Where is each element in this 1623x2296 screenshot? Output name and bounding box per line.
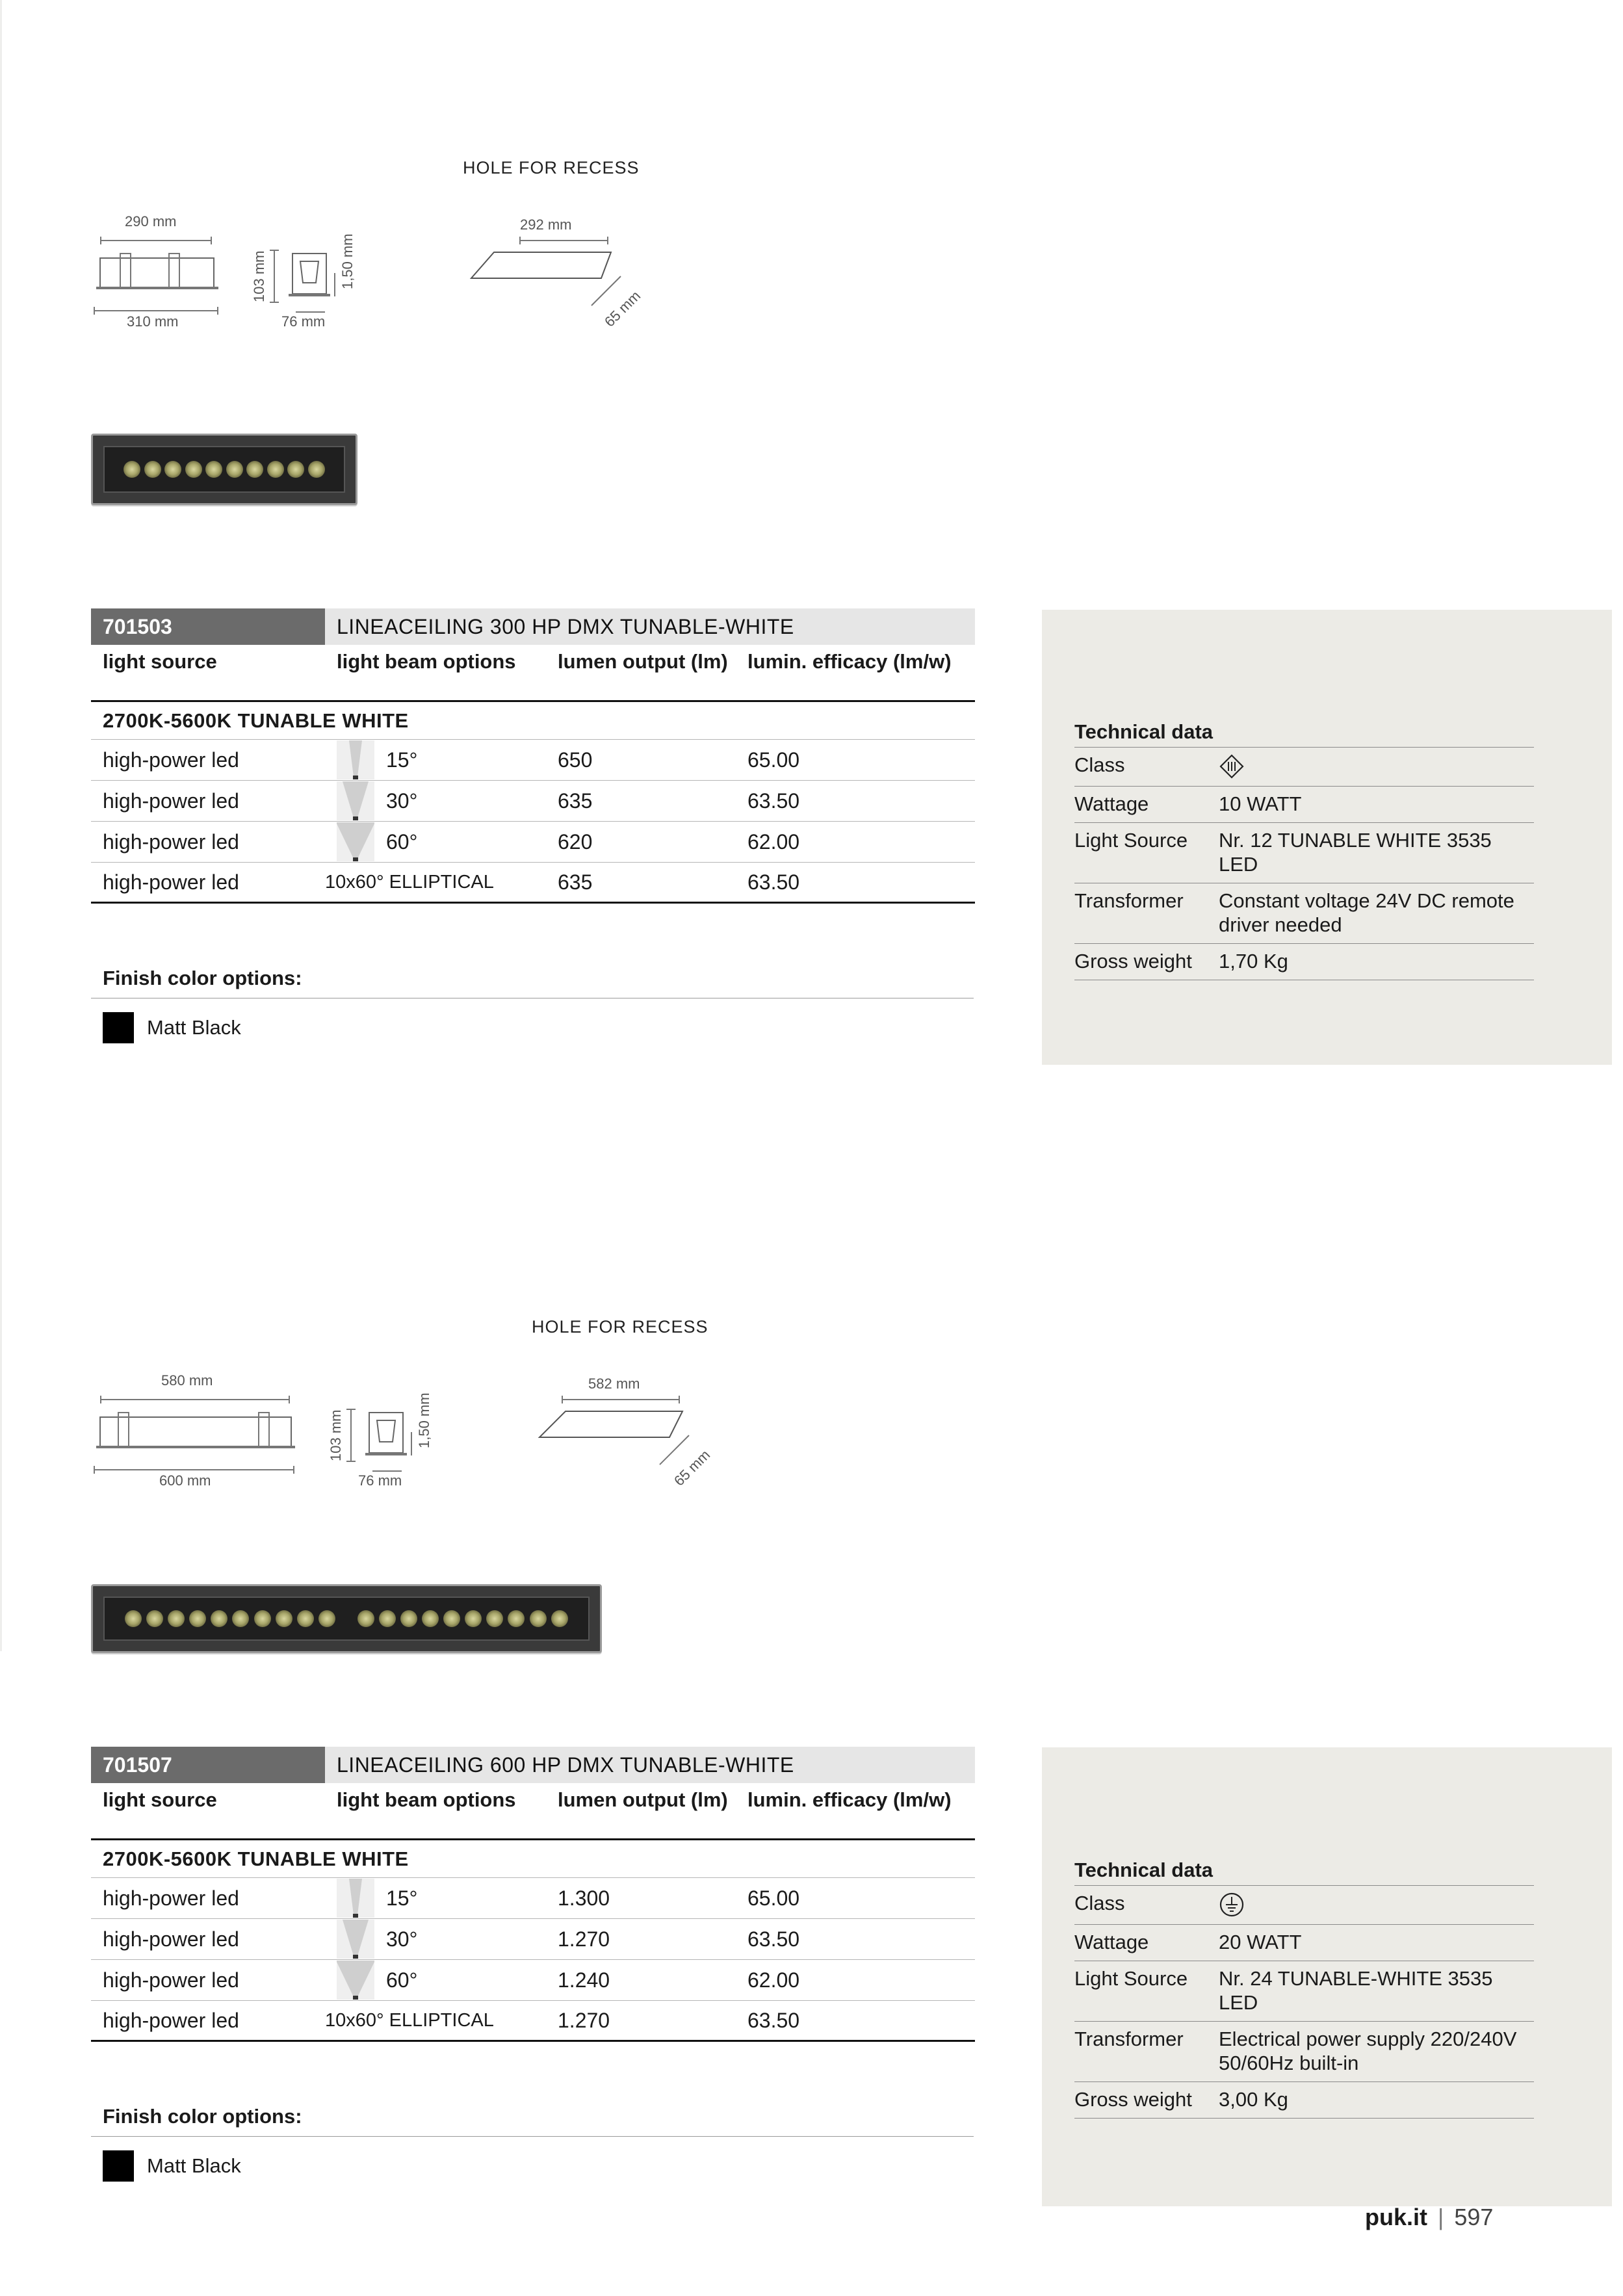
table-column-headers <box>91 1783 975 1840</box>
table-row <box>91 863 975 904</box>
product-table <box>91 1747 975 2042</box>
cell-efficacy: 63.50 <box>747 2008 800 2032</box>
led-lens <box>297 1610 314 1627</box>
beam-value: 15° <box>386 748 418 772</box>
tech-row <box>1074 944 1534 980</box>
color-temperature-group: 2700K-5600K TUNABLE WHITE <box>91 1840 975 1878</box>
led-lens <box>144 461 161 478</box>
col-header-efficacy: lumin. efficacy (lm/w) <box>747 1788 952 1811</box>
table-body <box>91 740 975 904</box>
product-code: 701507 <box>91 1747 325 1783</box>
beam-angle-icon <box>337 740 374 779</box>
beam-value: 15° <box>386 1886 418 1910</box>
finish-swatch-matt-black <box>103 2150 134 2182</box>
led-array <box>103 446 345 493</box>
technical-data-panel <box>1042 1747 1612 2206</box>
cell-lumen: 1.300 <box>558 1886 610 1910</box>
led-lens <box>551 1610 568 1627</box>
finish-divider <box>91 2136 974 2137</box>
cell-efficacy: 65.00 <box>747 1886 800 1910</box>
beam-value: 30° <box>386 789 418 813</box>
tech-key: Wattage <box>1074 792 1149 815</box>
led-lens <box>287 461 304 478</box>
led-lens <box>318 1610 335 1627</box>
technical-data-panel <box>1042 610 1612 1065</box>
beam-angle-icon <box>337 1879 374 1918</box>
tech-value: 20 WATT <box>1219 1930 1302 1953</box>
beam-value: 10x60° ELLIPTICAL <box>325 2009 494 2031</box>
cell-lumen: 1.270 <box>558 1927 610 1951</box>
beam-value: 10x60° ELLIPTICAL <box>325 871 494 893</box>
dim-hole-width: 582 mm <box>588 1376 640 1392</box>
tech-row <box>1074 2022 1534 2082</box>
tech-row <box>1074 2082 1534 2119</box>
led-lens <box>146 1610 163 1627</box>
col-header-lumen: lumen output (lm) <box>558 1788 728 1811</box>
col-header-beam: light beam options <box>337 650 516 673</box>
led-array <box>103 1597 590 1641</box>
cell-light-source: high-power led <box>103 1886 239 1910</box>
finish-title: Finish color options: <box>103 2105 302 2128</box>
tech-value: 1,70 Kg <box>1219 949 1288 972</box>
finish-label: Matt Black <box>147 1016 241 1039</box>
dim-height: 103 mm <box>328 1409 344 1461</box>
technical-data-title: Technical data <box>1074 716 1534 748</box>
color-temperature-group: 2700K-5600K TUNABLE WHITE <box>91 702 975 740</box>
tech-value: Nr. 12 TUNABLE WHITE 3535 LED <box>1219 828 1492 876</box>
class-i-earth-icon <box>1219 1892 1245 1918</box>
product-header <box>91 608 975 645</box>
tech-row <box>1074 883 1534 944</box>
cell-efficacy: 62.00 <box>747 829 800 854</box>
tech-row <box>1074 1886 1534 1925</box>
cell-light-source: high-power led <box>103 1968 239 1992</box>
cell-efficacy: 62.00 <box>747 1968 800 1992</box>
finish-title: Finish color options: <box>103 967 302 989</box>
led-lens <box>443 1610 460 1627</box>
dim-hole-depth: 65 mm <box>601 287 644 330</box>
table-column-headers <box>91 645 975 702</box>
led-lens <box>422 1610 439 1627</box>
cell-efficacy: 63.50 <box>747 789 800 813</box>
tech-value: 10 WATT <box>1219 792 1302 815</box>
col-header-lumen: lumen output (lm) <box>558 650 728 673</box>
led-lens <box>168 1610 185 1627</box>
product-name: LINEACEILING 300 HP DMX TUNABLE-WHITE <box>325 608 975 645</box>
technical-data-title: Technical data <box>1074 1855 1534 1886</box>
table-row <box>91 822 975 863</box>
cell-lumen: 635 <box>558 789 593 813</box>
led-lens <box>465 1610 482 1627</box>
recess-title: HOLE FOR RECESS <box>463 158 640 177</box>
cell-light-source: high-power led <box>103 870 239 894</box>
col-header-efficacy: lumin. efficacy (lm/w) <box>747 650 952 673</box>
col-header-light-source: light source <box>103 650 217 673</box>
brand-link[interactable]: puk.it <box>1365 2204 1427 2230</box>
cell-lumen: 1.270 <box>558 2008 610 2032</box>
table-body <box>91 1878 975 2042</box>
table-row <box>91 781 975 822</box>
table-row <box>91 740 975 781</box>
product-table <box>91 608 975 904</box>
dim-height: 103 mm <box>251 250 267 302</box>
footer-separator: | <box>1438 2204 1444 2230</box>
led-lens <box>508 1610 525 1627</box>
cell-lumen: 1.240 <box>558 1968 610 1992</box>
tech-value: 3,00 Kg <box>1219 2087 1288 2111</box>
front-view-drawing <box>91 1393 299 1484</box>
tech-key: Gross weight <box>1074 2087 1192 2111</box>
dim-bottom-width: 310 mm <box>127 313 179 330</box>
led-lens <box>530 1610 547 1627</box>
tech-key: Wattage <box>1074 1930 1149 1953</box>
tech-key: Gross weight <box>1074 949 1192 972</box>
cell-lumen: 635 <box>558 870 593 894</box>
tech-value: Nr. 24 TUNABLE-WHITE 3535 LED <box>1219 1966 1493 2014</box>
led-lens <box>357 1610 374 1627</box>
class-iii-icon <box>1219 753 1245 779</box>
led-lens <box>308 461 325 478</box>
page-footer <box>1365 2204 1493 2231</box>
led-lens <box>276 1610 292 1627</box>
cell-efficacy: 63.50 <box>747 870 800 894</box>
cell-efficacy: 65.00 <box>747 748 800 772</box>
front-view-drawing <box>91 234 221 325</box>
dim-top-width: 290 mm <box>125 213 177 229</box>
led-lens <box>232 1610 249 1627</box>
tech-key: Class <box>1074 1892 1125 1914</box>
cell-lumen: 650 <box>558 748 593 772</box>
table-row <box>91 2001 975 2042</box>
table-row <box>91 1919 975 1960</box>
tech-value: Electrical power supply 220/240V 50/60Hz built-in <box>1219 2027 1517 2074</box>
tech-key: Transformer <box>1074 2027 1184 2050</box>
beam-angle-icon <box>337 1961 374 2000</box>
beam-angle-icon <box>337 1920 374 1959</box>
finish-swatch-matt-black <box>103 1012 134 1043</box>
beam-angle-icon <box>337 822 374 861</box>
dim-top-width: 580 mm <box>161 1372 213 1389</box>
product-name: LINEACEILING 600 HP DMX TUNABLE-WHITE <box>325 1747 975 1783</box>
led-lens <box>267 461 284 478</box>
finish-label: Matt Black <box>147 2154 241 2177</box>
led-lens <box>211 1610 227 1627</box>
recess-hole-drawing <box>468 234 637 319</box>
cell-efficacy: 63.50 <box>747 1927 800 1951</box>
tech-row <box>1074 1961 1534 2022</box>
dim-side-width: 76 mm <box>358 1472 402 1489</box>
led-lens <box>123 461 140 478</box>
tech-row <box>1074 1925 1534 1961</box>
beam-angle-icon <box>337 781 374 820</box>
dim-bottom-width: 600 mm <box>159 1472 211 1489</box>
tech-key: Light Source <box>1074 828 1188 852</box>
tech-key: Class <box>1074 753 1125 776</box>
led-lens <box>400 1610 417 1627</box>
beam-value: 60° <box>386 829 418 854</box>
col-header-beam: light beam options <box>337 1788 516 1811</box>
led-lens <box>226 461 243 478</box>
tech-value: Constant voltage 24V DC remote driver needed <box>1219 889 1514 936</box>
cell-light-source: high-power led <box>103 1927 239 1951</box>
table-row <box>91 1878 975 1919</box>
cell-light-source: high-power led <box>103 748 239 772</box>
tech-row <box>1074 748 1534 787</box>
led-lens <box>486 1610 503 1627</box>
product-code: 701503 <box>91 608 325 645</box>
tech-key: Transformer <box>1074 889 1184 912</box>
product-photo <box>91 434 357 505</box>
cell-light-source: high-power led <box>103 829 239 854</box>
led-lens <box>254 1610 271 1627</box>
dim-depth-small: 1,50 mm <box>339 233 356 289</box>
tech-key: Light Source <box>1074 1966 1188 1990</box>
cell-light-source: high-power led <box>103 2008 239 2032</box>
dim-hole-depth: 65 mm <box>671 1446 714 1489</box>
led-lens <box>379 1610 396 1627</box>
product-photo <box>91 1584 602 1653</box>
dim-hole-width: 292 mm <box>520 216 572 233</box>
led-lens <box>125 1610 142 1627</box>
beam-value: 30° <box>386 1927 418 1951</box>
dim-depth-small: 1,50 mm <box>416 1392 432 1448</box>
led-lens <box>189 1610 206 1627</box>
led-lens <box>246 461 263 478</box>
tech-row <box>1074 787 1534 823</box>
page-number: 597 <box>1454 2204 1494 2230</box>
col-header-light-source: light source <box>103 1788 217 1811</box>
recess-title: HOLE FOR RECESS <box>532 1317 708 1337</box>
product-header <box>91 1747 975 1783</box>
tech-row <box>1074 823 1534 883</box>
led-lens <box>205 461 222 478</box>
led-lens <box>185 461 202 478</box>
page-edge-line <box>0 0 2 1651</box>
cell-lumen: 620 <box>558 829 593 854</box>
led-lens <box>164 461 181 478</box>
table-row <box>91 1960 975 2001</box>
beam-value: 60° <box>386 1968 418 1992</box>
dim-side-width: 76 mm <box>281 313 326 330</box>
cell-light-source: high-power led <box>103 789 239 813</box>
